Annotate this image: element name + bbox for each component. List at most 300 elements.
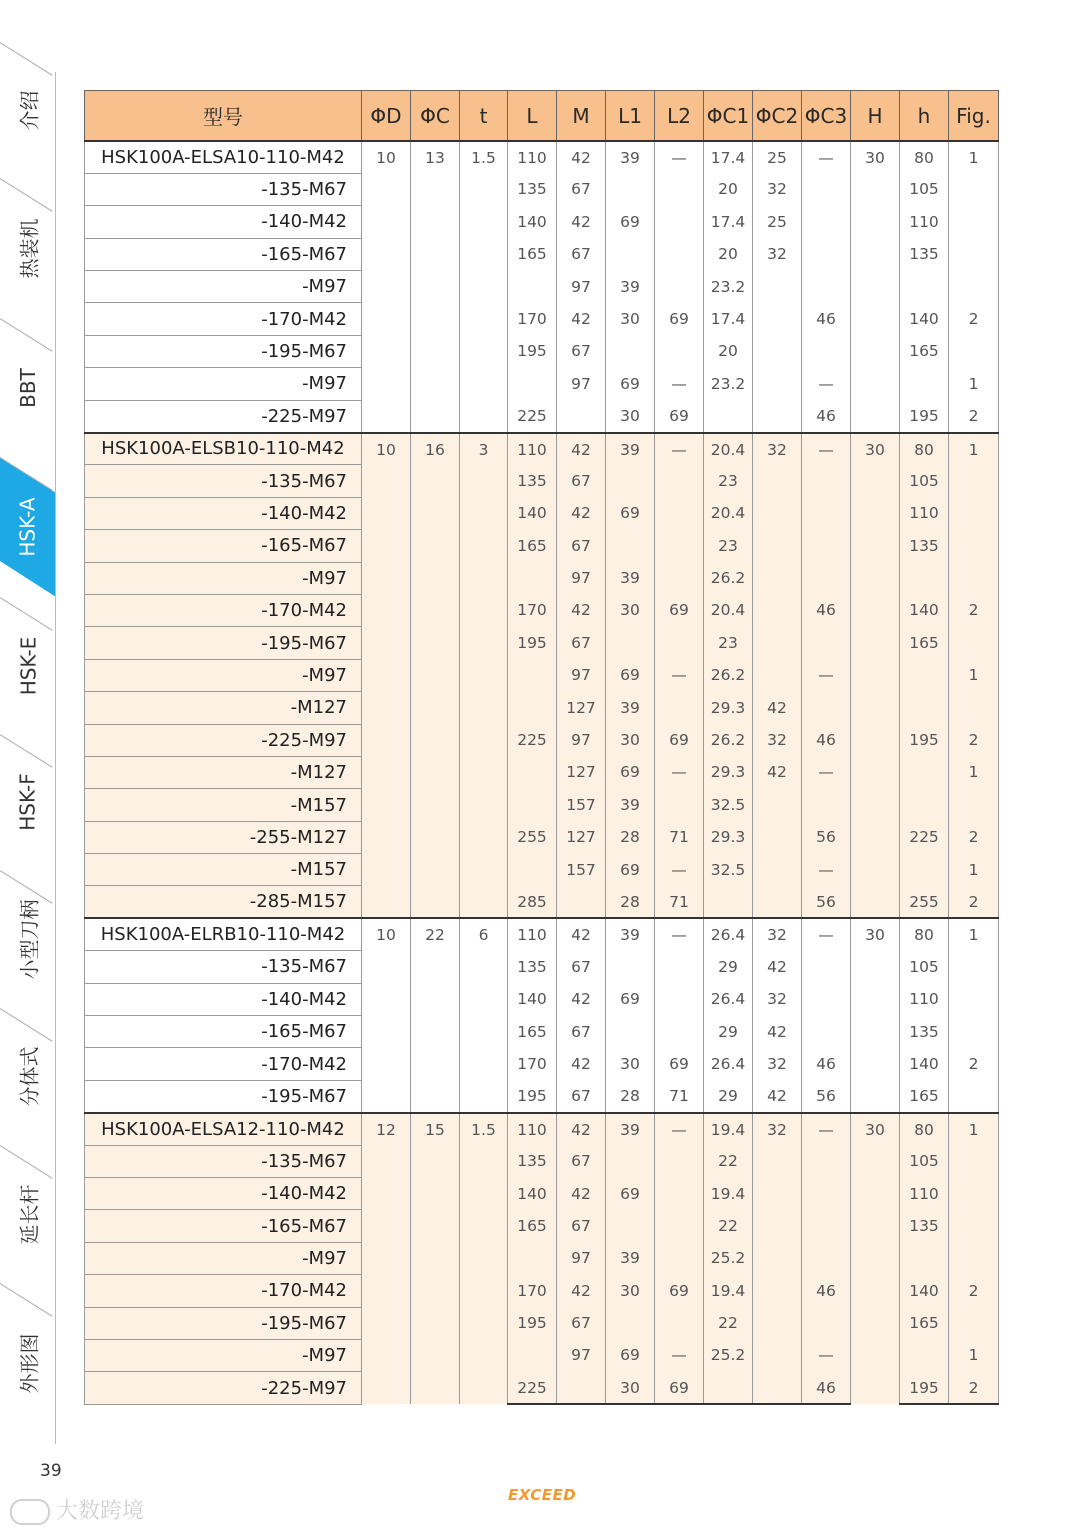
cell-l1: 30 [606, 1372, 655, 1404]
side-tab-7[interactable] [0, 870, 56, 1008]
cell-l2 [655, 1307, 704, 1339]
side-tab-label-box [0, 1145, 56, 1283]
cell-l2: 69 [655, 594, 704, 626]
watermark-icon [10, 1499, 50, 1525]
side-tab-5[interactable] [0, 597, 56, 734]
model-cell: -M97 [85, 368, 362, 400]
cell-h: 110 [900, 206, 949, 238]
column-header: t [460, 91, 508, 142]
cell-c1: 22 [704, 1210, 753, 1242]
cell-c2 [753, 1210, 802, 1242]
cell-phi-c: 16 [411, 433, 460, 919]
cell-fig: 1 [949, 1113, 999, 1145]
side-tab-label: 外形图 [17, 1333, 42, 1393]
cell-c3: — [802, 368, 851, 400]
cell-c3 [802, 627, 851, 659]
cell-h: 165 [900, 627, 949, 659]
cell-m: 97 [557, 1339, 606, 1371]
cell-c1: 29 [704, 1016, 753, 1048]
cell-l1: 28 [606, 886, 655, 918]
model-cell: -225-M97 [85, 1372, 362, 1404]
cell-m: 42 [557, 497, 606, 529]
model-cell: HSK100A-ELSB10-110-M42 [85, 433, 362, 465]
cell-l: 195 [508, 1080, 557, 1112]
cell-l: 255 [508, 821, 557, 853]
cell-fig: 2 [949, 303, 999, 335]
model-cell: -M127 [85, 756, 362, 788]
cell-h [900, 756, 949, 788]
brand-logo: EXCEED [508, 1486, 577, 1504]
column-header: h [900, 91, 949, 142]
cell-m: 97 [557, 562, 606, 594]
cell-c1: 29.3 [704, 821, 753, 853]
cell-m: 97 [557, 659, 606, 691]
cell-l1: 39 [606, 1113, 655, 1145]
cell-l1: 69 [606, 983, 655, 1015]
cell-fig [949, 692, 999, 724]
cell-h: 105 [900, 465, 949, 497]
side-tab-label-box [0, 597, 56, 734]
cell-l1: 39 [606, 271, 655, 303]
cell-l2: — [655, 1339, 704, 1371]
model-cell: -225-M97 [85, 400, 362, 432]
cell-phi-c: 15 [411, 1113, 460, 1405]
cell-m: 42 [557, 983, 606, 1015]
model-cell: -M97 [85, 562, 362, 594]
cell-h: 140 [900, 594, 949, 626]
cell-c2 [753, 1339, 802, 1371]
cell-c1: 22 [704, 1145, 753, 1177]
cell-l1 [606, 951, 655, 983]
cell-t: 3 [460, 433, 508, 919]
cell-fig: 1 [949, 854, 999, 886]
cell-c2 [753, 1145, 802, 1177]
side-tab-label-box [0, 457, 56, 597]
cell-m [557, 1372, 606, 1404]
cell-c3 [802, 951, 851, 983]
cell-c2 [753, 821, 802, 853]
cell-c3 [802, 562, 851, 594]
cell-h: 225 [900, 821, 949, 853]
cell-l2 [655, 1178, 704, 1210]
cell-c2: 32 [753, 238, 802, 270]
cell-l1: 30 [606, 303, 655, 335]
cell-l2 [655, 173, 704, 205]
cell-fig: 2 [949, 886, 999, 918]
cell-l: 225 [508, 1372, 557, 1404]
cell-c3 [802, 530, 851, 562]
cell-h: 135 [900, 530, 949, 562]
cell-h: 165 [900, 1080, 949, 1112]
cell-c3 [802, 335, 851, 367]
cell-c2 [753, 465, 802, 497]
cell-h-upper: 30 [851, 1113, 900, 1405]
cell-fig [949, 530, 999, 562]
side-tab-label: HSK-F [16, 773, 41, 831]
cell-m: 42 [557, 433, 606, 465]
cell-c2 [753, 854, 802, 886]
cell-c2 [753, 1275, 802, 1307]
cell-fig [949, 627, 999, 659]
side-tab-label-box [0, 1283, 56, 1443]
cell-t: 1.5 [460, 141, 508, 433]
cell-c1: 20 [704, 238, 753, 270]
cell-l1: 69 [606, 206, 655, 238]
cell-l: 225 [508, 724, 557, 756]
cell-fig: 2 [949, 1048, 999, 1080]
cell-l1: 39 [606, 1242, 655, 1274]
cell-fig: 2 [949, 594, 999, 626]
cell-m: 157 [557, 854, 606, 886]
cell-l2: — [655, 368, 704, 400]
cell-c1: 29 [704, 1080, 753, 1112]
model-cell: -195-M67 [85, 1307, 362, 1339]
cell-c1: 19.4 [704, 1275, 753, 1307]
cell-h [900, 692, 949, 724]
cell-m: 97 [557, 724, 606, 756]
model-cell: -195-M67 [85, 335, 362, 367]
cell-c3: — [802, 1113, 851, 1145]
cell-t: 1.5 [460, 1113, 508, 1405]
cell-l1 [606, 465, 655, 497]
cell-l: 140 [508, 1178, 557, 1210]
cell-l2: — [655, 756, 704, 788]
cell-l2: — [655, 854, 704, 886]
cell-l1: 30 [606, 1275, 655, 1307]
cell-phi-c: 22 [411, 918, 460, 1112]
model-cell: -140-M42 [85, 497, 362, 529]
column-header: ΦC2 [753, 91, 802, 142]
cell-l [508, 659, 557, 691]
cell-c3 [802, 465, 851, 497]
cell-c2 [753, 335, 802, 367]
cell-c1: 25.2 [704, 1242, 753, 1274]
cell-l1: 39 [606, 789, 655, 821]
cell-l1: 69 [606, 659, 655, 691]
side-tab-6[interactable] [0, 734, 56, 870]
cell-c1: 19.4 [704, 1178, 753, 1210]
model-cell: -135-M67 [85, 951, 362, 983]
model-cell: -195-M67 [85, 1080, 362, 1112]
cell-c3 [802, 983, 851, 1015]
side-divider [55, 72, 56, 1444]
cell-l2 [655, 951, 704, 983]
cell-l1 [606, 335, 655, 367]
watermark-text: 大数跨境 [56, 1499, 145, 1524]
cell-m: 42 [557, 594, 606, 626]
cell-l2: 69 [655, 303, 704, 335]
cell-h: 105 [900, 951, 949, 983]
model-cell: -255-M127 [85, 821, 362, 853]
cell-l1 [606, 627, 655, 659]
cell-c2 [753, 1242, 802, 1274]
column-header: ΦC1 [704, 91, 753, 142]
cell-l: 195 [508, 627, 557, 659]
cell-l1: 69 [606, 854, 655, 886]
cell-c2: 32 [753, 724, 802, 756]
cell-l2 [655, 271, 704, 303]
cell-h: 80 [900, 433, 949, 465]
cell-h: 105 [900, 1145, 949, 1177]
side-tab-label: 延长杆 [17, 1184, 42, 1244]
model-cell: -M157 [85, 854, 362, 886]
cell-l1: 30 [606, 594, 655, 626]
cell-fig: 1 [949, 918, 999, 950]
cell-t: 6 [460, 918, 508, 1112]
cell-l2 [655, 789, 704, 821]
cell-fig: 1 [949, 659, 999, 691]
cell-c2: 25 [753, 206, 802, 238]
cell-h: 255 [900, 886, 949, 918]
cell-c1: 32.5 [704, 789, 753, 821]
cell-c1: 19.4 [704, 1113, 753, 1145]
cell-c3 [802, 238, 851, 270]
cell-c1: 26.4 [704, 983, 753, 1015]
cell-fig: 2 [949, 821, 999, 853]
cell-c3 [802, 1016, 851, 1048]
cell-phi-d: 10 [362, 433, 411, 919]
table-row [85, 433, 999, 465]
cell-c2 [753, 1372, 802, 1404]
cell-h [900, 562, 949, 594]
cell-c2 [753, 530, 802, 562]
cell-c3: 46 [802, 1275, 851, 1307]
cell-c1: 25.2 [704, 1339, 753, 1371]
side-tab-1[interactable] [0, 42, 56, 178]
cell-fig: 1 [949, 433, 999, 465]
cell-l2 [655, 1242, 704, 1274]
cell-l1: 28 [606, 821, 655, 853]
cell-c3 [802, 692, 851, 724]
model-cell: -195-M67 [85, 627, 362, 659]
column-header: L [508, 91, 557, 142]
column-header: ΦC3 [802, 91, 851, 142]
model-cell: -170-M42 [85, 1275, 362, 1307]
cell-c1: 23 [704, 627, 753, 659]
cell-l1 [606, 530, 655, 562]
side-tab-label: 小型刀柄 [17, 899, 42, 979]
cell-fig [949, 238, 999, 270]
cell-c2 [753, 497, 802, 529]
cell-l2 [655, 562, 704, 594]
cell-l1 [606, 1210, 655, 1242]
cell-c2 [753, 594, 802, 626]
cell-l1: 69 [606, 368, 655, 400]
cell-fig [949, 1145, 999, 1177]
cell-c2 [753, 886, 802, 918]
cell-m: 67 [557, 465, 606, 497]
model-cell: -140-M42 [85, 983, 362, 1015]
cell-c3: — [802, 1339, 851, 1371]
cell-l [508, 1242, 557, 1274]
cell-h [900, 1242, 949, 1274]
table-row [85, 1113, 999, 1145]
cell-m: 67 [557, 1210, 606, 1242]
cell-m: 67 [557, 238, 606, 270]
cell-h: 140 [900, 1048, 949, 1080]
model-cell: -285-M157 [85, 886, 362, 918]
model-cell: -M97 [85, 271, 362, 303]
cell-fig [949, 465, 999, 497]
cell-c1: 17.4 [704, 303, 753, 335]
cell-c2: 32 [753, 918, 802, 950]
cell-l1 [606, 1307, 655, 1339]
cell-c2 [753, 627, 802, 659]
cell-m: 97 [557, 271, 606, 303]
cell-l: 170 [508, 1275, 557, 1307]
cell-l2: 69 [655, 724, 704, 756]
cell-c3 [802, 1210, 851, 1242]
cell-l2 [655, 206, 704, 238]
cell-l: 140 [508, 206, 557, 238]
cell-c1 [704, 886, 753, 918]
cell-l2 [655, 497, 704, 529]
cell-h: 110 [900, 1178, 949, 1210]
cell-h: 195 [900, 724, 949, 756]
cell-l2 [655, 692, 704, 724]
cell-l2: 69 [655, 1275, 704, 1307]
cell-c2: 32 [753, 173, 802, 205]
cell-c2: 32 [753, 433, 802, 465]
side-tab-10[interactable] [0, 1283, 56, 1443]
column-header: L2 [655, 91, 704, 142]
cell-c1: 20 [704, 335, 753, 367]
model-cell: -135-M67 [85, 465, 362, 497]
model-cell: -170-M42 [85, 594, 362, 626]
cell-h: 135 [900, 238, 949, 270]
cell-h: 195 [900, 1372, 949, 1404]
cell-m: 97 [557, 368, 606, 400]
model-cell: -225-M97 [85, 724, 362, 756]
cell-l1: 39 [606, 141, 655, 173]
cell-l1: 69 [606, 497, 655, 529]
column-header: ΦD [362, 91, 411, 142]
cell-l [508, 562, 557, 594]
cell-c2 [753, 303, 802, 335]
side-tab-label: HSK-E [16, 636, 41, 695]
cell-l1: 39 [606, 918, 655, 950]
cell-h-upper: 30 [851, 433, 900, 919]
side-tab-8[interactable] [0, 1008, 56, 1145]
cell-l1: 30 [606, 724, 655, 756]
side-tab-4[interactable] [0, 457, 56, 597]
cell-c3: 46 [802, 1372, 851, 1404]
cell-m: 127 [557, 821, 606, 853]
model-cell: -165-M67 [85, 530, 362, 562]
cell-l: 110 [508, 433, 557, 465]
cell-l2: — [655, 659, 704, 691]
cell-h: 165 [900, 1307, 949, 1339]
side-tab-label-box [0, 318, 56, 457]
cell-phi-d: 12 [362, 1113, 411, 1405]
cell-c1: 29.3 [704, 756, 753, 788]
column-header: H [851, 91, 900, 142]
cell-l2 [655, 983, 704, 1015]
cell-c1 [704, 1372, 753, 1404]
cell-c1: 26.2 [704, 562, 753, 594]
cell-m: 42 [557, 1178, 606, 1210]
cell-l: 285 [508, 886, 557, 918]
cell-h: 110 [900, 983, 949, 1015]
cell-l: 110 [508, 1113, 557, 1145]
cell-h-upper: 30 [851, 918, 900, 1112]
cell-l: 225 [508, 400, 557, 432]
cell-l [508, 368, 557, 400]
cell-m: 67 [557, 530, 606, 562]
cell-c2: 42 [753, 1080, 802, 1112]
cell-m: 67 [557, 335, 606, 367]
cell-phi-d: 10 [362, 918, 411, 1112]
model-cell: -140-M42 [85, 206, 362, 238]
cell-h: 140 [900, 303, 949, 335]
cell-c1: 20 [704, 173, 753, 205]
cell-m: 42 [557, 918, 606, 950]
cell-l2: — [655, 1113, 704, 1145]
cell-c3: 46 [802, 1048, 851, 1080]
cell-fig [949, 497, 999, 529]
table-row [85, 141, 999, 173]
model-cell: -165-M67 [85, 1016, 362, 1048]
cell-c3: — [802, 433, 851, 465]
cell-h-upper: 30 [851, 141, 900, 433]
model-group [85, 1113, 999, 1405]
cell-l2 [655, 530, 704, 562]
cell-l1: 30 [606, 1048, 655, 1080]
cell-l2: — [655, 141, 704, 173]
side-tab-label-box [0, 178, 56, 318]
cell-l2: 69 [655, 1048, 704, 1080]
cell-c3 [802, 1178, 851, 1210]
side-tab-9[interactable] [0, 1145, 56, 1283]
side-tab-label: 热装机 [17, 218, 42, 278]
cell-fig: 2 [949, 400, 999, 432]
cell-l: 170 [508, 1048, 557, 1080]
cell-c3: 46 [802, 400, 851, 432]
cell-l: 165 [508, 238, 557, 270]
cell-l2: — [655, 918, 704, 950]
cell-c3: 46 [802, 594, 851, 626]
cell-c3: 46 [802, 724, 851, 756]
cell-c3: 56 [802, 1080, 851, 1112]
cell-c2: 42 [753, 756, 802, 788]
cell-fig [949, 271, 999, 303]
cell-m: 42 [557, 141, 606, 173]
cell-l1: 39 [606, 692, 655, 724]
side-tab-label-box [0, 42, 56, 178]
cell-c3: 56 [802, 821, 851, 853]
cell-fig [949, 789, 999, 821]
cell-h: 140 [900, 1275, 949, 1307]
cell-h: 80 [900, 1113, 949, 1145]
cell-fig [949, 206, 999, 238]
model-cell: -M97 [85, 659, 362, 691]
table-header-row [85, 91, 999, 142]
cell-l1 [606, 173, 655, 205]
cell-l: 135 [508, 1145, 557, 1177]
table-row [85, 918, 999, 950]
cell-l2: — [655, 433, 704, 465]
side-tab-label: BBT [15, 367, 40, 408]
cell-l2 [655, 1210, 704, 1242]
cell-fig [949, 1178, 999, 1210]
cell-m: 42 [557, 1275, 606, 1307]
cell-m: 67 [557, 951, 606, 983]
side-tab-3[interactable] [0, 318, 56, 457]
cell-c3: — [802, 918, 851, 950]
model-cell: HSK100A-ELSA12-110-M42 [85, 1113, 362, 1145]
cell-c1: 20.4 [704, 594, 753, 626]
side-tab-2[interactable] [0, 178, 56, 318]
